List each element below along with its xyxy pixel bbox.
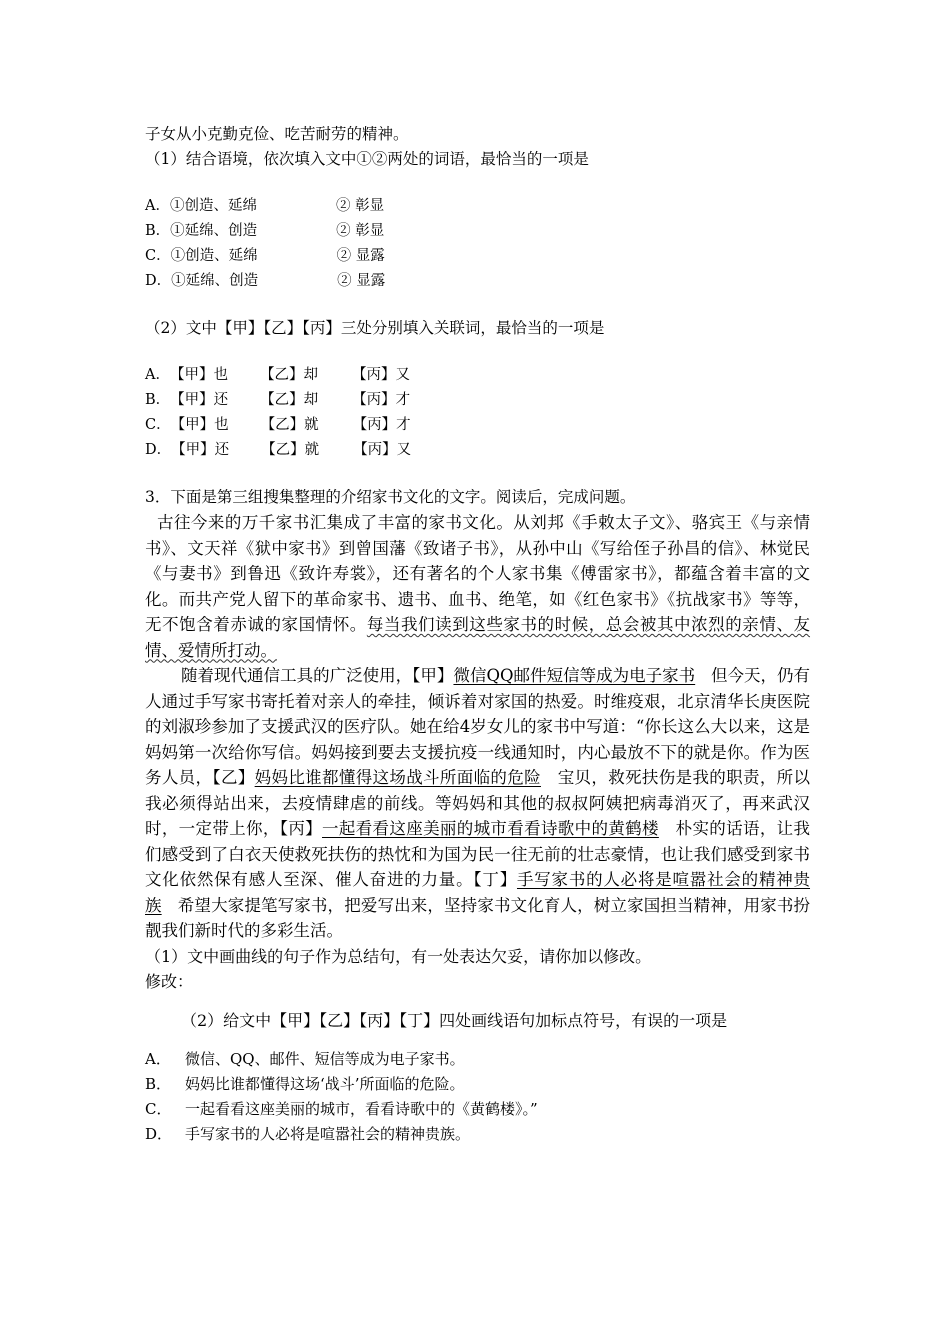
option-text: 一起看看这座美丽的城市，看看诗歌中的《黄鹤楼》。”: [185, 1099, 538, 1118]
option-part-c: 【丙】又: [353, 442, 412, 458]
q2-options: [145, 363, 810, 463]
underlined-phrase-bing: 一起看看这座美丽的城市看看诗歌中的黄鹤楼: [322, 819, 659, 838]
document-page: [145, 122, 810, 1147]
option-text: 手写家书的人必将是喧嚣社会的精神贵族。: [185, 1124, 471, 1143]
option-label: C．: [145, 248, 171, 264]
paragraph-text: 但今天，仍有人通过手写家书寄托着对亲人的牵挂，倾诉着对家国的热爱。时维疫艰，北京清华长庚医院的刘淑珍参加了支援武汉的医疗队。她在给4岁女儿的家书中写道：“你长这么大以来，这是妈妈第一次给你写信。妈妈接到要去支援抗疫一线通知时，内心最放不下的就是你。作为医务人员，【乙】: [145, 666, 811, 787]
q1-stem: （1）结合语境，依次填入文中①②两处的词语，最恰当的一项是: [145, 150, 589, 168]
option-part-b: ② 显露: [337, 273, 386, 289]
option-part-b: ② 彰显: [335, 198, 385, 214]
option-label: D．: [145, 442, 172, 458]
option-part-a: ①延绵、创造: [170, 223, 258, 239]
s3-q2-option[interactable]: [145, 1072, 810, 1097]
option-part-a: 【甲】也: [169, 367, 228, 383]
q1-option[interactable]: [145, 269, 810, 294]
s3-q1-stem: （1）文中画曲线的句子作为总结句，有一处表达欠妥，请你加以修改。: [145, 946, 652, 966]
option-part-b: ② 显露: [336, 248, 385, 264]
option-text: 微信、QQ、邮件、短信等成为电子家书。: [185, 1049, 465, 1068]
option-part-a: ①创造、延绵: [169, 198, 257, 214]
q2-option[interactable]: [145, 388, 810, 413]
option-label: A．: [145, 367, 170, 383]
option-part-a: ①延绵、创造: [171, 273, 259, 289]
option-label: C．: [145, 417, 171, 433]
option-part-a: 【甲】还: [171, 442, 230, 458]
wavy-underlined-sentence: 每当我们读到这些家书的时候，总会被其中浓烈的亲情、友情、爱情所打动。: [145, 615, 811, 660]
s3-q2-option[interactable]: [145, 1122, 810, 1147]
s3-q2-option[interactable]: [145, 1097, 810, 1122]
underlined-phrase-jia: 微信QQ邮件短信等成为电子家书: [453, 666, 696, 685]
option-label: A．: [145, 198, 170, 214]
option-part-a: 【甲】也: [170, 417, 229, 433]
option-part-c: 【丙】才: [352, 417, 411, 433]
option-part-b: ② 彰显: [336, 223, 385, 239]
option-label: D．: [145, 273, 172, 289]
q2-option[interactable]: [145, 413, 810, 438]
section3-heading: 3．下面是第三组搜集整理的介绍家书文化的文字。阅读后，完成问题。: [145, 488, 636, 506]
s3-q1-answer-label: 修改：: [145, 971, 194, 991]
option-part-b: 【乙】就: [261, 442, 320, 458]
q1-options: [145, 194, 810, 294]
q1-option[interactable]: [145, 219, 810, 244]
s3-q2-option[interactable]: [145, 1047, 810, 1072]
option-part-a: 【甲】还: [170, 392, 229, 408]
paragraph-text: 随着现代通信工具的广泛使用，【甲】: [181, 666, 454, 685]
underlined-phrase-ding: 手写家书的人必将是喧嚣社会的精神贵族: [145, 870, 811, 915]
s3-q2-options: [145, 1047, 810, 1147]
option-part-c: 【丙】才: [352, 392, 411, 408]
option-label: D．: [145, 1124, 173, 1143]
option-label: B．: [145, 223, 171, 239]
q1-option[interactable]: [145, 244, 810, 269]
option-label: C．: [145, 1099, 172, 1118]
passage: [145, 510, 810, 944]
option-part-c: 【丙】又: [351, 367, 410, 383]
option-label: B．: [145, 392, 171, 408]
paragraph-text: 希望大家提笔写家书，把爱写出来，坚持家书文化育人，树立家国担当精神，用家书扮靓我们新时代的多彩生活。: [145, 895, 810, 940]
s3-q2-stem: （2）给文中【甲】【乙】【丙】【丁】四处画线语句加标点符号，有误的一项是: [181, 1010, 728, 1030]
option-label: B．: [145, 1074, 172, 1093]
q1-option[interactable]: [145, 194, 810, 219]
option-text: 妈妈比谁都懂得这场‘战斗’所面临的危险。: [185, 1074, 465, 1093]
option-part-b: 【乙】却: [259, 367, 318, 383]
q2-stem: （2）文中【甲】【乙】【丙】三处分别填入关联词，最恰当的一项是: [145, 319, 605, 337]
underlined-phrase-yi: 妈妈比谁都懂得这场战斗所面临的危险: [254, 768, 541, 787]
passage-paragraph-1: [145, 510, 810, 663]
q2-option[interactable]: [145, 363, 810, 388]
option-part-b: 【乙】就: [260, 417, 319, 433]
passage-paragraph-2: [145, 663, 810, 944]
paragraph-text: 宝贝，救死扶伤是我的职责，所以我必须得站出来，去疫情肆虐的前线。等妈妈和其他的叔叔阿姨把病毒消灭了，再来武汉时，一定带上你，【丙】: [145, 768, 810, 838]
option-part-a: ①创造、延绵: [170, 248, 258, 264]
option-label: A．: [145, 1049, 171, 1068]
q2-option[interactable]: [145, 438, 810, 463]
paragraph-text: 古往今来的万千家书汇集成了丰富的家书文化。从刘邦《手敕太子文》、骆宾王《与亲情书》、文天祥《狱中家书》到曾国藩《致诸子书》，从孙中山《写给侄子孙昌的信》、林觉民《与妻书》到鲁迅《致许寿裳》，还有著名的个人家书集《傅雷家书》，都蕴含着丰富的文化。而共产党人留下的革命家书、遗书、血书、绝笔，如《红色家书》《抗战家书》等等，无不饱含着赤诚的家国情怀。: [145, 513, 810, 634]
option-part-b: 【乙】却: [260, 392, 319, 408]
intro-tail: 子女从小克勤克俭、吃苦耐劳的精神。: [145, 125, 409, 143]
paragraph-text: 朴实的话语，让我们感受到了白衣天使救死扶伤的热忱和为国为民一往无前的壮志豪情，也让我们感受到家书文化依然保有感人至深、催人奋进的力量。【丁】: [145, 819, 811, 889]
